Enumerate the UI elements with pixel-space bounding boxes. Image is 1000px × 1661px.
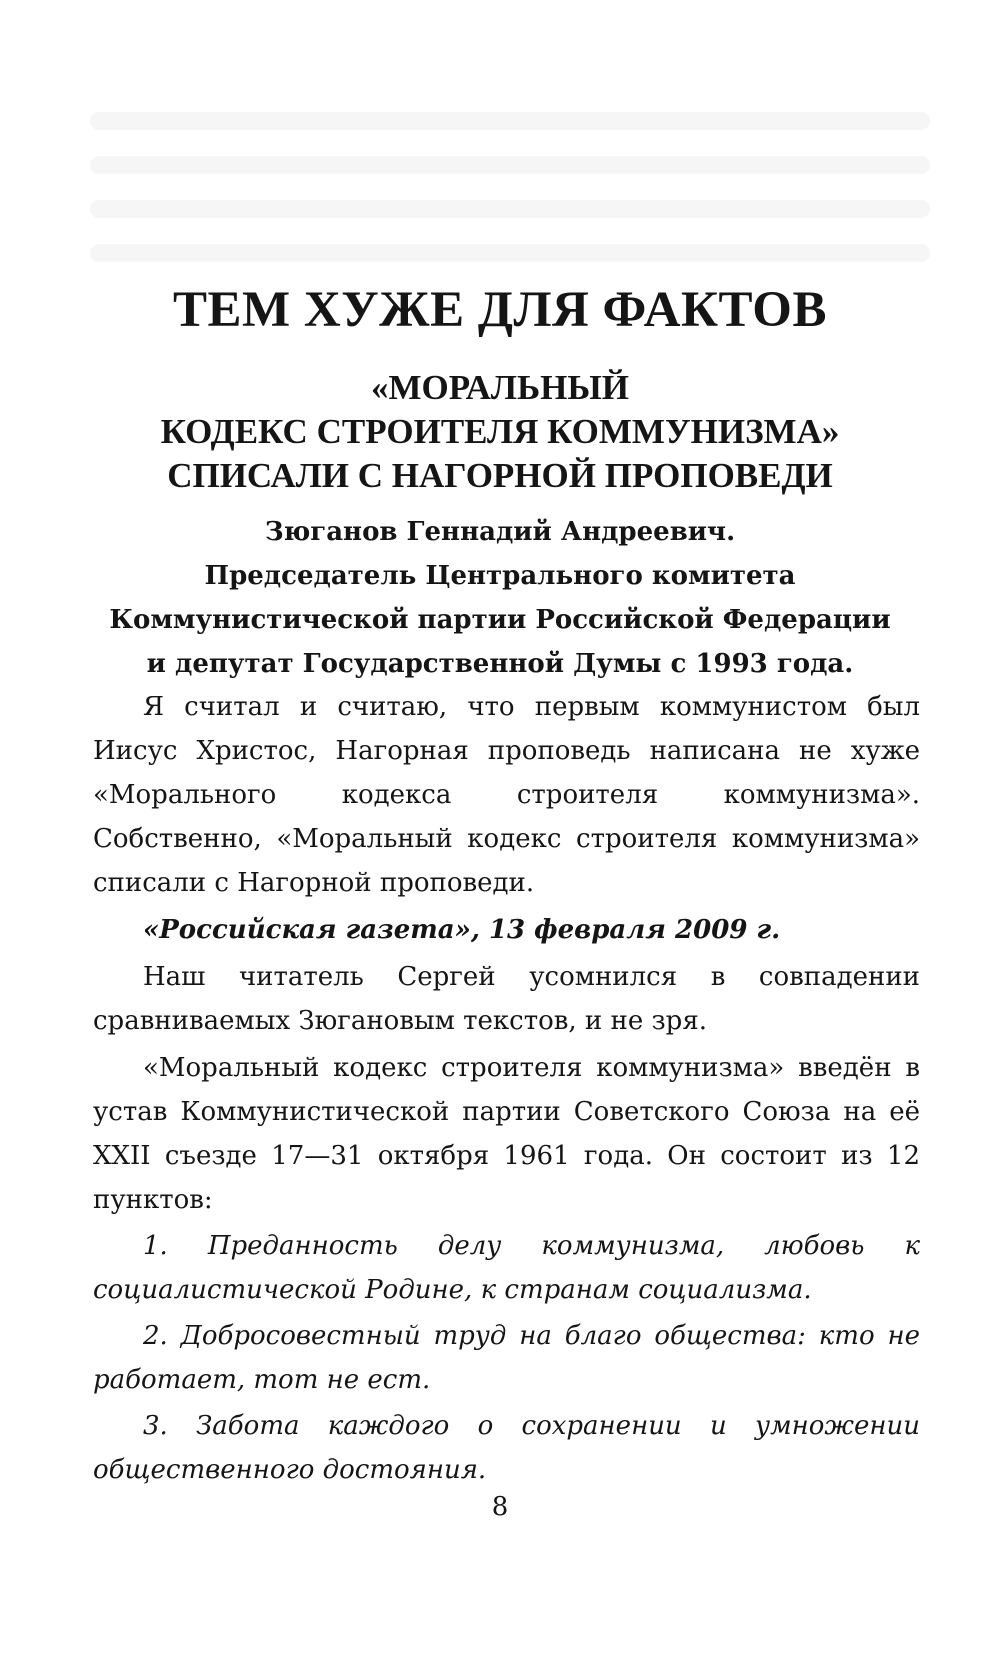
- body-paragraph: «Моральный кодекс строителя коммунизма» введён в устав Коммунистической партии Советского Союза на её XXII съезде 17—31 октября 1961 года. Он состоит из 12 пунктов:: [93, 1053, 920, 1215]
- code-list-item: 3. Забота каждого о сохранении и умножении общественного достояния.: [93, 1411, 920, 1485]
- chapter-title: ТЕМ ХУЖЕ ДЛЯ ФАКТОВ: [173, 282, 827, 338]
- code-list-item: 2. Добросовестный труд на благо общества: кто не работает, тот не ест.: [93, 1321, 920, 1395]
- subtitle-line: КОДЕКС СТРОИТЕЛЯ КОММУНИЗМА»: [160, 412, 840, 451]
- author-position: Председатель Центрального комитета: [204, 561, 796, 591]
- quote-source: «Российская газета», 13 февраля 2009 г.: [143, 915, 781, 945]
- bleed-through-line: [90, 244, 930, 262]
- author-name: Зюганов Геннадий Андреевич.: [264, 517, 736, 547]
- page-number: 8: [491, 1492, 509, 1522]
- author-position: Коммунистической партии Российской Федерации: [109, 605, 891, 635]
- subtitle-line: СПИСАЛИ С НАГОРНОЙ ПРОПОВЕДИ: [167, 456, 833, 495]
- author-block: [60, 510, 940, 686]
- body-paragraph: Наш читатель Сергей усомнился в совпадении сравниваемых Зюгановым текстов, и не зря.: [93, 962, 920, 1036]
- main-text: [93, 685, 920, 1492]
- chapter-subtitle: [60, 366, 940, 498]
- subtitle-line: «МОРАЛЬНЫЙ: [371, 368, 629, 407]
- bleed-through-line: [90, 112, 930, 130]
- author-position: и депутат Государственной Думы с 1993 года.: [146, 649, 854, 679]
- bleed-through-line: [90, 200, 930, 218]
- code-list-item: 1. Преданность делу коммунизма, любовь к социалистической Родине, к странам социализма.: [93, 1231, 920, 1305]
- quote-paragraph: Я считал и считаю, что первым коммунистом был Иисус Христос, Нагорная проповедь написана не хуже «Морального кодекса строителя коммунизма». Собственно, «Моральный кодекс строителя коммунизма» списали с Нагорной проповеди.: [93, 692, 920, 898]
- bleed-through-line: [90, 156, 930, 174]
